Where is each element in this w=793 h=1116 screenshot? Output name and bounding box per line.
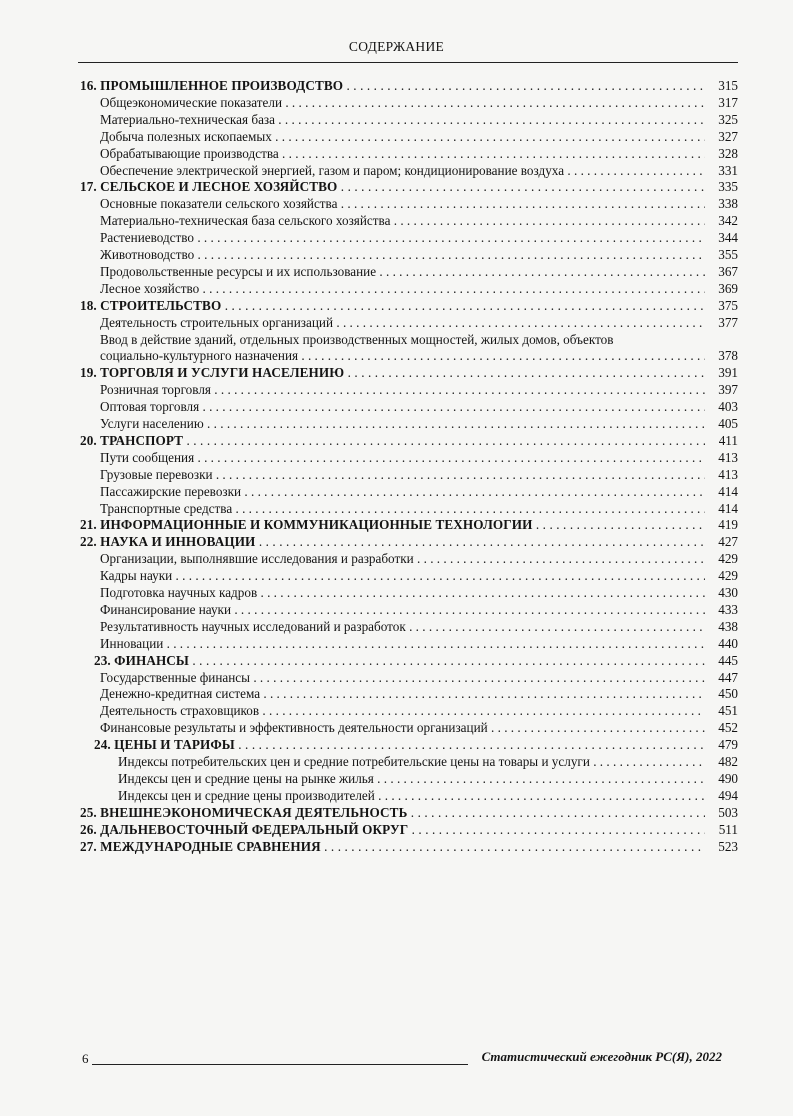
toc-page-number: 355 [718,247,738,262]
toc-section-title: Индексы цен и средние цены на рынке жилья . . . [118,770,705,787]
toc-section-row [0,601,793,618]
toc-page-number: 411 [718,432,738,448]
toc-section-row [0,702,793,719]
toc-page-number: 451 [718,703,738,719]
toc-section-title: Пассажирские перевозки . . . [100,483,705,500]
toc-chapter-title: 18. СТРОИТЕЛЬСТВО . . . [80,297,705,314]
toc-section-title: Общеэкономические показатели . . . [100,94,705,111]
toc-chapter-row [0,736,793,753]
toc-section-title: Деятельность строительных организаций . . . [100,314,705,331]
toc-section-title: Инновации . . . [100,635,705,652]
toc-page-number: 367 [718,263,738,279]
toc-page-number: 440 [718,635,738,651]
toc-page-number: 397 [718,382,738,398]
toc-chapter-row [0,297,793,314]
toc-section-row [0,162,793,179]
toc-chapter-title: 19. ТОРГОВЛЯ И УСЛУГИ НАСЕЛЕНИЮ . . . [80,364,705,381]
toc-chapter-title: 23. ФИНАНСЫ . . . [94,652,705,669]
toc-section-row [0,618,793,635]
toc-section-title: Индексы цен и средние цены производителей . . . [118,787,705,804]
toc-page-number: 369 [718,280,738,296]
toc-page-number: 447 [718,669,738,685]
toc-section-row [0,483,793,500]
toc-section-title: Денежно-кредитная система . . . [100,685,705,702]
toc-chapter-title: 16. ПРОМЫШЛЕННОЕ ПРОИЗВОДСТВО . . . [80,77,705,94]
toc-section-title: Результативность научных исследований и разработок . . . [100,618,705,635]
toc-section-row [0,635,793,652]
toc-page-number: 523 [718,838,738,854]
toc-page-number: 414 [718,500,738,516]
toc-section-title: Пути сообщения . . . [100,449,705,466]
toc-page-number: 482 [718,754,738,769]
toc-section-title: Подготовка научных кадров . . . [100,584,705,601]
toc-page-number: 433 [718,601,738,617]
toc-chapter-row [0,804,793,821]
toc-section-row [0,246,793,263]
toc-section-row [0,584,793,601]
toc-chapter-row [0,533,793,550]
toc-section-row [0,398,793,415]
toc-section-row [0,669,793,686]
toc-chapter-title: 22. НАУКА И ИННОВАЦИИ . . . [80,533,705,550]
toc-section-row [0,466,793,483]
toc-section-row [0,331,793,365]
toc-page-number: 338 [718,196,738,212]
toc-page-number: 317 [718,94,738,110]
toc-page-number: 503 [718,804,738,820]
toc-chapter-title: 24. ЦЕНЫ И ТАРИФЫ . . . [94,736,705,753]
toc-page-number: 430 [718,585,738,600]
toc-section-row [0,212,793,229]
toc-page-number: 315 [718,78,738,93]
toc-page-number: 377 [718,314,738,330]
toc-section-title: Основные показатели сельского хозяйства . . . [100,195,705,212]
toc-section-title: Финансовые результаты и эффективность деятельности организаций . . . [100,719,705,736]
toc-section-title: Кадры науки . . . [100,567,705,584]
toc-chapter-row [0,178,793,195]
toc-section-title: Розничная торговля . . . [100,381,705,398]
toc-page-number: 427 [718,534,738,550]
toc-chapter-row [0,652,793,669]
toc-section-title: Транспортные средства . . . [100,500,705,517]
toc-page-number: 450 [718,686,738,702]
toc-page-number: 403 [718,399,738,415]
footer-page-number: 6 [82,1051,89,1066]
toc-page-number: 413 [718,449,738,465]
toc-section-row [0,770,793,787]
toc-entry-title-line2: социально-культурного назначения . . . [100,347,705,364]
toc-page-number: 429 [718,568,738,584]
toc-section-title: Обеспечение электрической энергией, газом и паром; кондиционирование воздуха . . . [100,162,705,179]
toc-page-number: 325 [718,111,738,127]
toc-page-number: 429 [718,551,738,567]
toc-section-title: Материально-техническая база . . . [100,111,705,128]
page-title: СОДЕРЖАНИЕ [348,39,445,54]
toc-section-title: Материально-техническая база сельского хозяйства . . . [100,212,705,229]
toc-chapter-title: 27. МЕЖДУНАРОДНЫЕ СРАВНЕНИЯ . . . [80,838,705,855]
toc-page-number: 375 [718,297,738,313]
toc-section-title: Оптовая торговля . . . [100,398,705,415]
toc-section-title: Добыча полезных ископаемых . . . [100,128,705,145]
toc-page-number: 331 [718,162,738,178]
footer-rule [92,1064,468,1065]
toc-chapter-row [0,432,793,449]
toc-section-row [0,94,793,111]
toc-section-row [0,111,793,128]
toc-chapter-row [0,821,793,838]
toc-section-row [0,263,793,280]
toc-section-title: Деятельность страховщиков . . . [100,702,705,719]
toc-section-row [0,381,793,398]
toc-page-number: 494 [718,787,738,803]
toc-page-number: 405 [718,416,738,431]
toc-section-row [0,229,793,246]
toc-chapter-row [0,364,793,381]
footer-publication: Статистический ежегодник РС(Я), 2022 [481,1049,722,1064]
toc-page-number: 414 [718,483,738,499]
toc-section-title: Индексы потребительских цен и средние потребительские цены на товары и услуги . . . [118,753,705,770]
toc-chapter-title: 17. СЕЛЬСКОЕ И ЛЕСНОЕ ХОЗЯЙСТВО . . . [80,178,705,195]
toc-section-row [0,449,793,466]
toc-section-row [0,145,793,162]
toc-section-title: Государственные финансы . . . [100,669,705,686]
toc-page-number: 344 [718,230,738,246]
toc-page-number: 419 [718,517,738,533]
toc-section-row [0,314,793,331]
toc-section-row [0,415,793,432]
toc-page-number: 327 [718,128,738,144]
toc-chapter-title: 26. ДАЛЬНЕВОСТОЧНЫЙ ФЕДЕРАЛЬНЫЙ ОКРУГ . . . [80,821,705,838]
toc-chapter-row [0,838,793,855]
toc-section-row [0,195,793,212]
toc-page-number: 391 [718,365,738,381]
toc-section-row [0,280,793,297]
toc-page-number: 413 [718,466,738,482]
toc-section-row [0,550,793,567]
toc-section-row [0,787,793,804]
toc-section-row [0,500,793,517]
toc-section-row [0,128,793,145]
toc-section-title: Грузовые перевозки . . . [100,466,705,483]
toc-page-number: 438 [718,618,738,634]
toc-page-number: 445 [718,652,738,668]
toc-section-title: Продовольственные ресурсы и их использование . . . [100,263,705,280]
toc-section-row [0,719,793,736]
toc-section-title: Лесное хозяйство . . . [100,280,705,297]
toc-section-title: Финансирование науки . . . [100,601,705,618]
toc-page-number: 452 [718,720,738,736]
toc-section-title: Растениеводство . . . [100,229,705,246]
toc-section-title: Услуги населению . . . [100,415,705,432]
toc-chapter-title: 20. ТРАНСПОРТ . . . [80,432,705,449]
toc-section-row [0,567,793,584]
toc-entry-title-line1: Ввод в действие зданий, отдельных производственных мощностей, жилых домов, объектов [100,331,614,347]
toc-page-number: 342 [718,213,738,229]
header-rule [78,62,738,63]
toc-page-number: 335 [718,179,738,195]
toc-page-number: 511 [718,821,738,837]
toc-page-number: 490 [718,770,738,786]
toc-page-number: 378 [718,348,738,364]
toc-section-title: Животноводство . . . [100,246,705,263]
toc-chapter-row [0,516,793,533]
toc-page-number: 479 [718,737,738,753]
toc-section-title: Организации, выполнявшие исследования и разработки . . . [100,550,705,567]
toc-chapter-title: 21. ИНФОРМАЦИОННЫЕ И КОММУНИКАЦИОННЫЕ ТЕХНОЛОГИИ . . . [80,516,705,533]
toc-section-title: Обрабатывающие производства . . . [100,145,705,162]
toc-chapter-title: 25. ВНЕШНЕЭКОНОМИЧЕСКАЯ ДЕЯТЕЛЬНОСТЬ . . . [80,804,705,821]
toc-section-row [0,685,793,702]
toc-chapter-row [0,77,793,94]
toc-section-row [0,753,793,770]
toc-page-number: 328 [718,145,738,161]
